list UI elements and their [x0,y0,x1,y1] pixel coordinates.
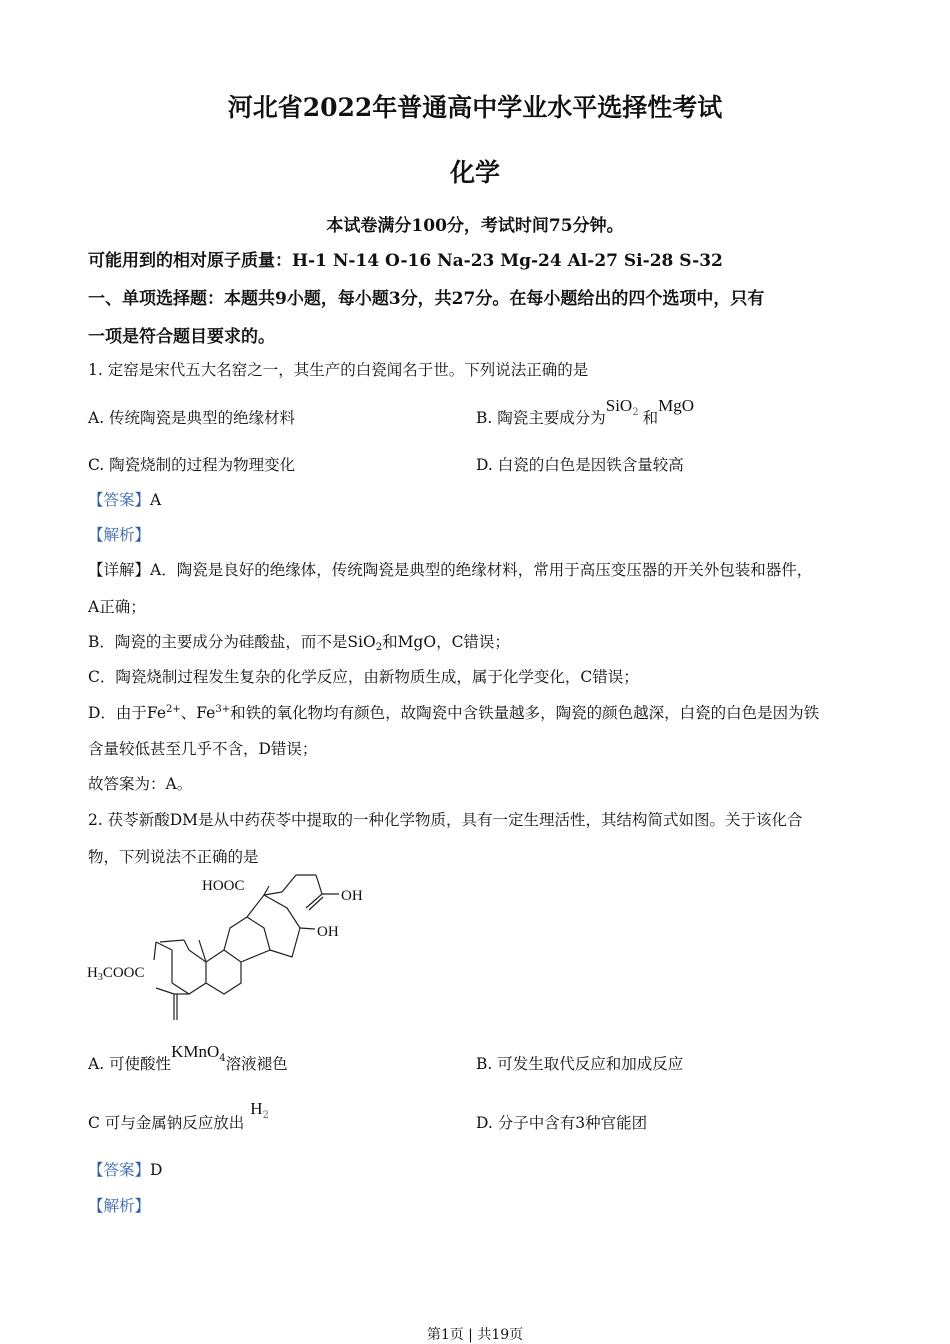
q2-option-d: D. 分子中含有3种官能团 [476,1114,648,1132]
structure-label-h3cooc [87,965,145,983]
q1-detail-2 [88,630,510,652]
q1-option-b [476,396,695,428]
structure-h3cooc-rest: COOC [102,965,145,981]
q1-detail-4c: 和铁的氧化物均有颜色，故陶瓷中含铁量越多，陶瓷的颜色越深，白瓷的白色是因为铁 [230,704,820,722]
q1-detail-2-sub: 2 [375,642,383,653]
q2-option-a-formula: KMnO [171,1042,220,1061]
q1-detail-5: 含量较低甚至几乎不含，D错误； [88,740,318,758]
q1-detail-2b: 和MgO，C错误； [382,633,510,651]
q1-detail-3: C．陶瓷烧制过程发生复杂的化学反应，由新物质生成，属于化学变化，C错误； [88,668,639,686]
q1-detail-4-sup1: 2+ [166,704,181,715]
q1-option-d: D. 白瓷的白色是因铁含量较高 [476,456,684,474]
q2-option-a [88,1042,288,1074]
q2-option-a-sub: 4 [219,1053,226,1064]
structure-formula-diagram [84,870,384,1028]
q2-answer-label: 【答案】 [88,1161,151,1179]
structure-h3cooc-h: H [87,965,98,981]
q1-stem: 1. 定窑是宋代五大名窑之一，其生产的白瓷闻名于世。下列说法正确的是 [88,361,589,379]
q2-option-c-prefix: C 可与金属钠反应放出 [88,1114,245,1132]
q1-option-b-formula1-sub: 2 [632,407,639,418]
exam-info: 本试卷满分100分，考试时间75分钟。 [326,216,624,236]
q1-option-b-prefix: B. 陶瓷主要成分为 [476,409,606,427]
section-heading-line2: 一项是符合题目要求的。 [88,327,275,347]
q2-analysis-label: 【解析】 [88,1197,151,1215]
q1-detail-2a: B．陶瓷的主要成分为硅酸盐，而不是SiO [88,633,376,651]
q1-detail-4a: D．由于Fe [88,704,167,722]
q1-detail-4b: 、Fe [180,704,216,722]
q2-answer [88,1158,162,1180]
structure-h3cooc-sub: 3 [97,972,103,983]
q2-option-b: B. 可发生取代反应和加成反应 [476,1055,684,1073]
atomic-masses: 可能用到的相对原子质量：H-1 N-14 O-16 Na-23 Mg-24 Al-27 Si-28 S-32 [88,251,723,271]
q2-option-c-formula: H [250,1099,263,1118]
q1-conclusion: 故答案为：A。 [88,775,193,793]
q2-stem-line2: 物，下列说法不正确的是 [88,848,259,866]
section-heading-line1: 一、单项选择题：本题共9小题，每小题3分，共27分。在每小题给出的四个选项中，只有 [88,289,765,309]
q2-stem-line1: 2. 茯苓新酸DM是从中药茯苓中提取的一种化学物质，具有一定生理活性，其结构简式如图。关于该化合 [88,811,803,829]
q1-answer [88,488,161,510]
subject-title: 化学 [449,158,500,187]
q1-option-b-formula2: MgO [658,396,695,415]
q1-option-c: C. 陶瓷烧制的过程为物理变化 [88,456,296,474]
q1-detail-text-1a: A．陶瓷是良好的绝缘体，传统陶瓷是典型的绝缘材料，常用于高压变压器的开关外包装和器件， [150,561,813,579]
q2-option-c [88,1099,269,1133]
structure-label-oh1: OH [341,888,363,904]
q1-detail-1a [88,558,812,580]
exam-title: 河北省2022年普通高中学业水平选择性考试 [227,93,723,122]
q1-detail-4 [88,701,819,723]
q2-answer-value: D [150,1161,163,1179]
structure-label-oh2: OH [317,924,339,940]
q2-option-a-suffix: 溶液褪色 [225,1055,288,1073]
q1-answer-label: 【答案】 [88,491,151,509]
page-footer: 第1页 | 共19页 [426,1327,524,1343]
structure-label-hooc: HOOC [202,878,245,894]
q1-detail-1b: A正确； [88,598,146,616]
q2-option-a-prefix: A. 可使酸性 [88,1055,172,1073]
q1-option-b-formula1: SiO [605,396,633,415]
q1-option-b-mid: 和 [642,409,659,427]
q1-option-a: A. 传统陶瓷是典型的绝缘材料 [88,409,296,427]
q1-detail-4-sup2: 3+ [215,704,231,715]
q1-analysis-label: 【解析】 [88,526,151,544]
q1-answer-value: A [150,491,162,509]
q1-detail-label: 【详解】 [88,561,151,579]
q2-option-c-sub: 2 [262,1110,269,1121]
